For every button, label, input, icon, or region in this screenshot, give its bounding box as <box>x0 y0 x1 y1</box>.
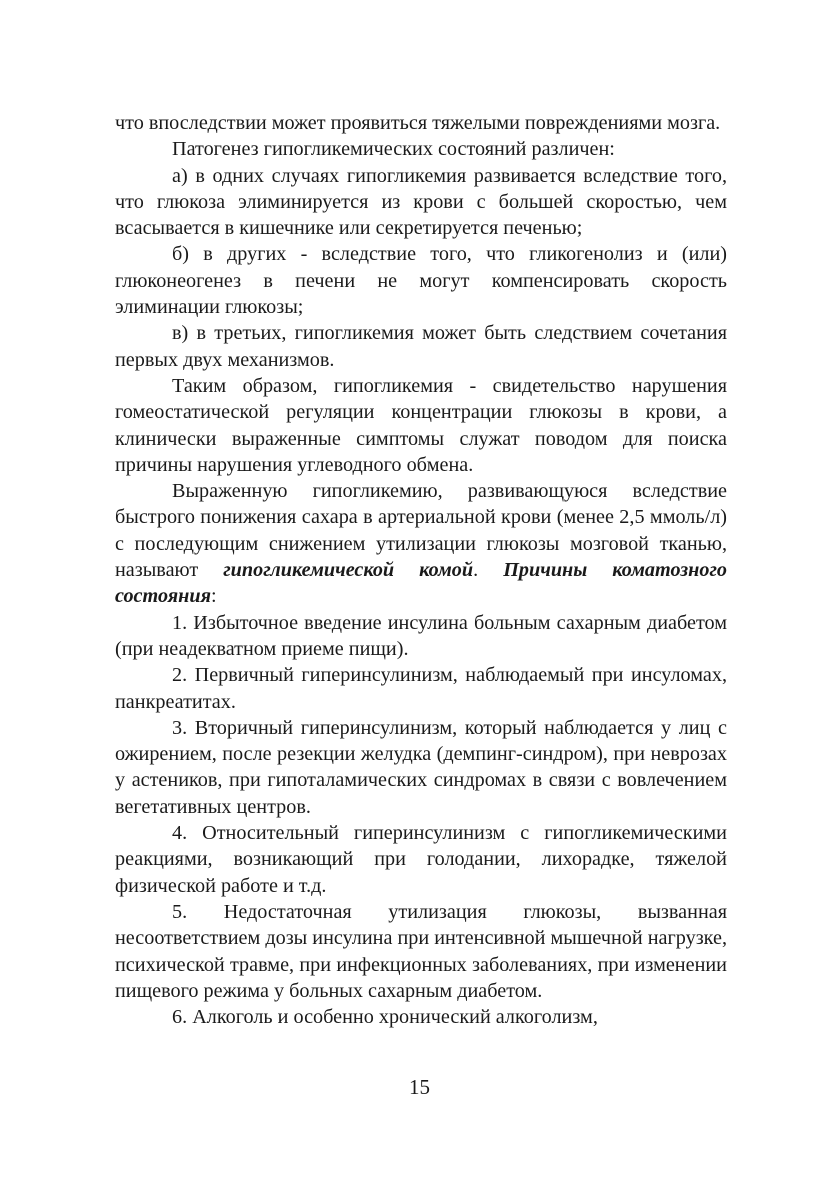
text-run: 2. Первичный гиперинсулинизм, наблюдаемый при инсуломах, панкреатитах. <box>115 664 727 713</box>
text-run: 3. Вторичный гиперинсулинизм, который наблюдается у лиц с ожирением, после резекции желудка (демпинг-синдром), при неврозах у астеников, при гипоталамических синдромах в связи с вовлечением вегетативных центров. <box>115 716 727 818</box>
paragraph <box>115 715 727 820</box>
page-number: 15 <box>409 1075 430 1099</box>
text-run: а) в одних случаях гипогликемия развивается вследствие того, что глюкоза элиминируется из крови с большей скоростью, чем всасывается в кишечнике или секретируется печенью; <box>115 164 727 240</box>
paragraph <box>115 320 727 373</box>
text-run: б) в других - вследствие того, что гликогенолиз и (или) глюконеогенез в печени не могут компенсировать скорость элиминации глюкозы; <box>115 243 727 319</box>
paragraph <box>115 110 727 136</box>
paragraph <box>115 610 727 663</box>
text-run: Патогенез гипогликемических состояний различен: <box>172 138 615 161</box>
text-run: 4. Относительный гиперинсулинизм с гипогликемическими реакциями, возникающий при голодании, лихорадке, тяжелой физической работе и т.д. <box>115 822 727 897</box>
text-run: Выраженную гипогликемию, развивающуюся вследствие быстрого понижения сахара в артериальной крови (менее 2,5 ммоль/л) с последующим снижением утилизации глюкозы мозговой тканью, называют <box>115 480 727 582</box>
text-run: Таким образом, гипогликемия - свидетельство нарушения гомеостатической регуляции концентрации глюкозы в крови, а клинически выраженные симптомы служат поводом для поиска причины нарушения углеводного обмена. <box>115 374 727 476</box>
paragraph <box>115 662 727 715</box>
body-text <box>115 110 727 1030</box>
paragraph <box>115 373 727 478</box>
paragraph <box>115 899 727 1004</box>
text-run: . <box>473 559 504 582</box>
paragraph <box>115 241 727 320</box>
paragraph <box>115 478 727 609</box>
emphasized-term: Причины коматозного состояния <box>115 559 727 608</box>
text-run: 6. Алкоголь и особенно хронический алкоголизм, <box>172 1006 598 1029</box>
text-run: : <box>211 585 217 608</box>
text-run: 1. Избыточное введение инсулина больным сахарным диабетом (при неадекватном приеме пищи). <box>115 611 727 660</box>
text-run: 5. Недостаточная утилизация глюкозы, вызванная несоответствием дозы инсулина при интенсивной мышечной нагрузке, психической травме, при инфекционных заболеваниях, при изменении пищевого режима у больных сахарным диабетом. <box>115 900 727 1002</box>
paragraph <box>115 163 727 242</box>
emphasized-term: гипогликемической комой <box>223 559 474 582</box>
text-run: что впоследствии может проявиться тяжелыми повреждениями мозга. <box>115 112 721 134</box>
paragraph <box>115 136 727 162</box>
paragraph <box>115 820 727 899</box>
text-run: в) в третьих, гипогликемия может быть следствием сочетания первых двух механизмов. <box>115 322 727 371</box>
paragraph <box>115 1004 727 1030</box>
